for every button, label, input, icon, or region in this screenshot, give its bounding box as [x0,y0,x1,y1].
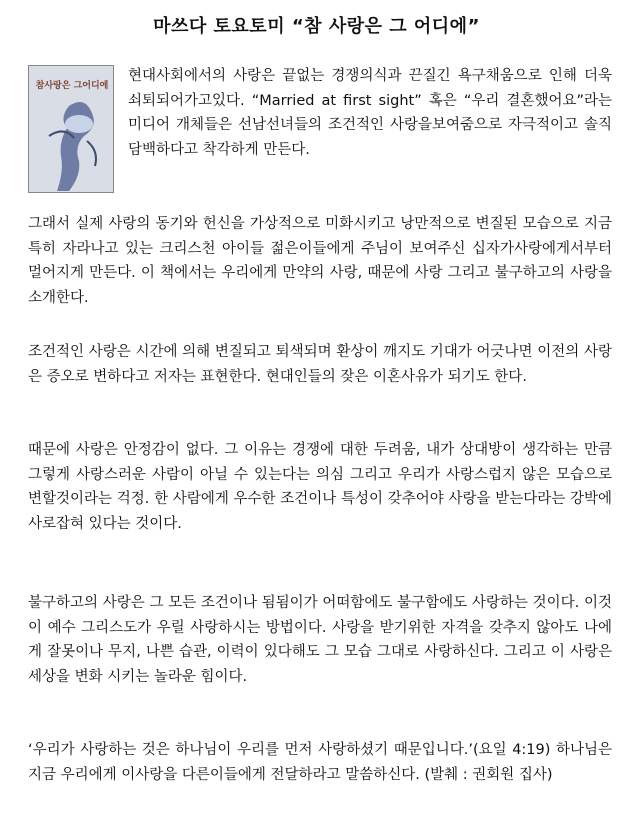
paragraph-intro: 현대사회에서의 사랑은 끝없는 경쟁의식과 끈질긴 욕구채움으로 인해 더욱 쇠퇴되어가고있다. “Married at first sight” 혹은 “우리 결혼했어요”라는 미디어 개체들은 선남선녀들의 조건적인 사랑을보여줌으로 자극적이고 솔직담백하다고 착각하게 만든다. [128,68,612,158]
paragraph-4: 때문에 사랑은 안정감이 없다. 그 이유는 경쟁에 대한 두려움, 내가 상대방이 생각하는 만큼 그렇게 사랑스러운 사람이 아닐 수 있는다는 의심 그리고 우리가 사랑스럽지 않은 모습으로 변할것이라는 걱정. 한 사람에게 우수한 조건이나 특성이 갖추어야 사랑을 받는다라는 강박에 사로잡혀 있다는 것이다. [28,442,612,532]
paragraph-2: 그래서 실제 사랑의 동기와 헌신을 가상적으로 미화시키고 낭만적으로 변질된 모습으로 지금 특히 자라나고 있는 크리스천 아이들 젊은이들에게 주님이 보여주신 십자가사랑에게서부터 멀어지게 만든다. 이 책에서는 우리에게 만약의 사랑, 때문에 사랑 그리고 불구하고의 사랑을 소개한다. [28,216,612,306]
paragraph-3: 조건적인 사랑은 시간에 의해 변질되고 퇴색되며 환상이 깨지도 기대가 어긋나면 이전의 사랑은 증오로 변하다고 저자는 표현한다. 현대인들의 잦은 이혼사유가 되기도 한다. [28,344,612,385]
page-title: 마쓰다 토요토미 “참 사랑은 그 어디에” [153,16,480,37]
paragraph-6: ‘우리가 사랑하는 것은 하나님이 우리를 먼저 사랑하셨기 때문입니다.’(요일 4:19) 하나님은 지금 우리에게 이사랑을 다른이들에게 전달하라고 말씀하신다. (발췌 : 권회원 집사) [28,742,612,783]
paragraph-5: 불구하고의 사랑은 그 모든 조건이나 됨됨이가 어떠함에도 불구함에도 사랑하는 것이다. 이것이 예수 그리스도가 우릴 사랑하시는 방법이다. 사랑을 받기위한 자격을 갖추지 않아도 나에게 잘못이나 무지, 나쁜 습관, 이력이 있다해도 그 모습 그대로 사랑하신다. 그리고 이 사랑은 세상을 변화 시키는 놀라운 힘이다. [28,595,612,685]
book-cover-image [28,65,114,193]
cover-illustration [29,66,114,193]
book-cover-title: 참사랑은 그어디에 [35,81,109,91]
